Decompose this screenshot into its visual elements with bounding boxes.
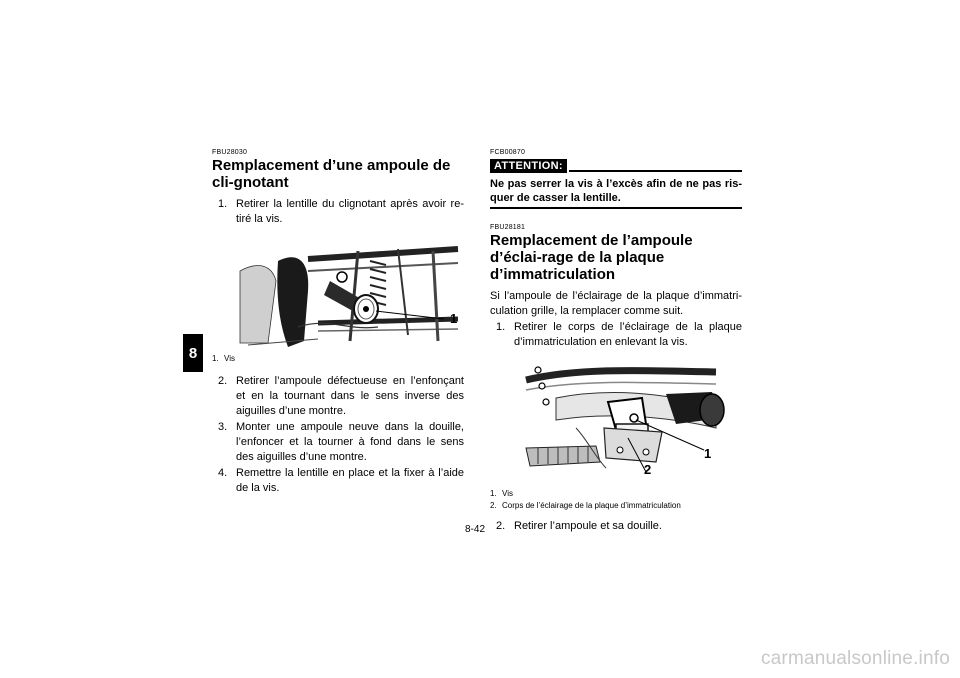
caption-number: 2. (490, 501, 497, 510)
attention-code: FCB00870 (490, 149, 526, 156)
step-text: Retirer le corps de l’éclairage de la plaque d’immatriculation en enlevant la vis. (514, 321, 742, 348)
intro-text: Si l’ampoule de l’éclairage de la plaque d’immatri-culation grille, la remplacer comme suit. (490, 290, 742, 317)
attention-badge: ATTENTION: (490, 159, 567, 173)
divider (569, 170, 742, 172)
step-text: Remettre la lentille en place et la fixer à l’aide de la vis. (236, 467, 464, 494)
callout-2: 2 (644, 462, 652, 477)
step-list (490, 519, 742, 534)
chapter-tab: 8 (183, 334, 203, 372)
figure-caption (490, 488, 742, 499)
callout-1: 1 (704, 446, 712, 461)
attention-text: Ne pas serrer la vis à l’excès afin de ne pas ris-quer de casser la lentille. (490, 178, 742, 204)
watermark: carmanualsonline.info (760, 648, 950, 669)
step-item (212, 197, 464, 227)
caption-number: 1. (212, 354, 219, 363)
license-light-illustration (516, 358, 742, 482)
section-title: Remplacement de l’ampoule d’éclai-rage de la plaque d’immatriculation (490, 232, 693, 283)
step-text: Retirer la lentille du clignotant après avoir re-tiré la vis. (236, 198, 464, 225)
step-item (212, 374, 464, 419)
page-number: 8-42 (465, 524, 486, 535)
step-list (212, 197, 464, 227)
callout-1: 1 (450, 311, 458, 326)
caption-number: 1. (490, 489, 497, 498)
license-light-figure (516, 358, 742, 482)
step-text: Retirer l’ampoule défectueuse en l’enfonçant et en la tournant dans le sens inverse des aiguilles d’une montre. (236, 375, 464, 417)
step-text: Monter une ampoule neuve dans la douille, l’enfoncer et la tourner à fond dans le sens des aiguilles d’une montre. (236, 421, 464, 463)
step-item (490, 519, 742, 534)
section-code: FBU28181 (490, 224, 526, 231)
step-text: Retirer l’ampoule et sa douille. (514, 520, 662, 532)
caption-text: Vis (502, 489, 513, 498)
caption-text: Vis (224, 354, 235, 363)
step-number: 1. (496, 321, 506, 333)
turn-signal-figure (238, 231, 464, 349)
step-list (212, 374, 464, 496)
left-column (212, 148, 464, 497)
figure-caption (490, 500, 742, 511)
right-column (490, 148, 742, 535)
divider (490, 207, 742, 209)
step-number: 3. (218, 421, 228, 433)
step-item (212, 466, 464, 496)
caption-text: Corps de l’éclairage de la plaque d’immatriculation (502, 501, 681, 510)
step-number: 2. (496, 520, 506, 532)
step-number: 4. (218, 467, 228, 479)
attention-header (490, 159, 742, 173)
section-title: Remplacement d’une ampoule de cli-gnotant (212, 157, 451, 191)
step-number: 1. (218, 198, 228, 210)
step-list (490, 320, 742, 350)
step-item (490, 320, 742, 350)
turn-signal-illustration (238, 231, 464, 349)
figure-caption (212, 353, 464, 364)
step-number: 2. (218, 375, 228, 387)
section-code: FBU28030 (212, 149, 248, 156)
step-item (212, 420, 464, 465)
